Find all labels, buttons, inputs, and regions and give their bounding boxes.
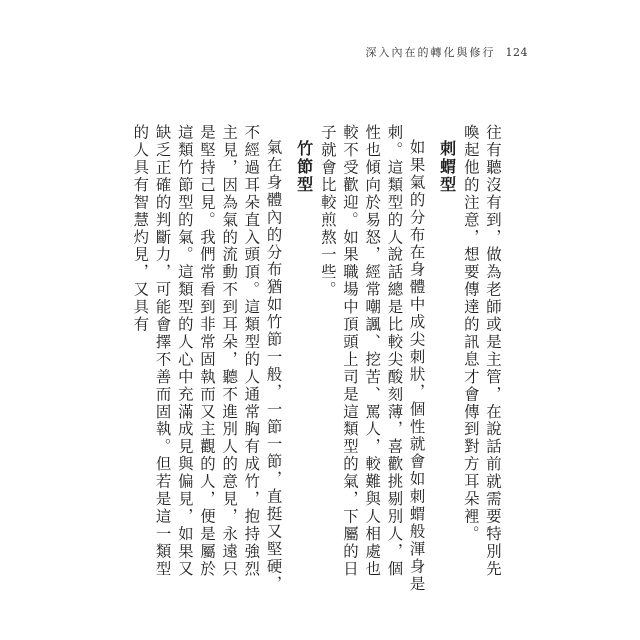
running-header — [366, 44, 529, 60]
intro-paragraph: 往有聽沒有到，做為老師或是主管，在說話前就需要特別先喚起他的注意，想要傳達的訊息才會傳到對方耳朵裡。 — [461, 124, 502, 578]
page-body — [131, 124, 504, 594]
book-title: 深入內在的轉化與修行 — [365, 46, 496, 59]
section-heading-bamboo: 竹節型 — [294, 140, 314, 194]
section-paragraph-bamboo: 氣在身體內的分布猶如竹節一般，一節一節，直挺又堅硬，不經過耳朵直入頭頂。這類型的人通常胸有成竹，抱持強烈主見，因為氣的流動不到耳朵，聽不進別人的意見，永遠只是堅持己見。我們常看到非常固執而又主觀的人，便是屬於這類竹節型的氣。這類型的人心中充滿成見與偏見，如果又缺乏正確的判斷力，可能會擇不善而固執。但若是這一類型的人具有智慧灼見，又具有 — [131, 124, 283, 594]
page-number: 124 — [505, 46, 528, 59]
section-paragraph-hedgehog: 如果氣的分布在身體中成尖刺狀，個性就會如刺蝟般渾身是刺。這類型的人說話總是比較尖酸刻薄，喜歡挑剔別人，個性也傾向於易怒，經常嘲諷、挖苦、罵人，較難與人相處也較不受歡迎。如果職場中頂頭上司是這類型的氣，下屬的日子就會比較煎熬一些。 — [318, 124, 426, 594]
section-heading-hedgehog: 刺蝟型 — [437, 140, 457, 194]
